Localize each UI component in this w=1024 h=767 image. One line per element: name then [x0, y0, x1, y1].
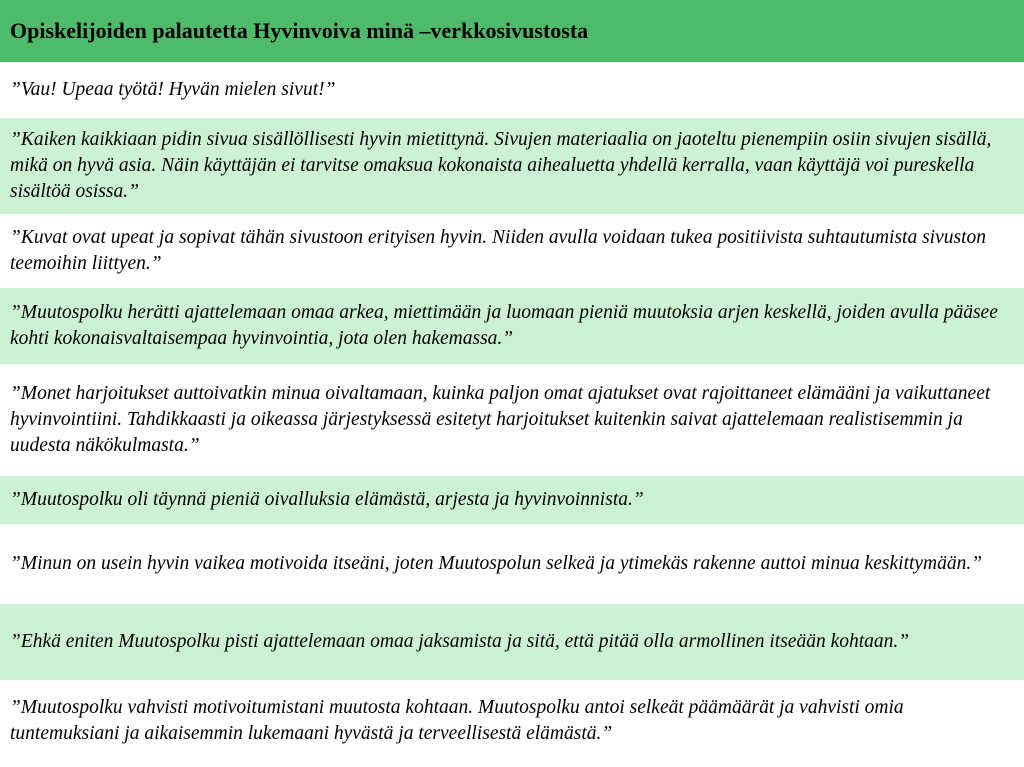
page-title: Opiskelijoiden palautetta Hyvinvoiva minä –verkkosivustosta [10, 18, 589, 43]
feedback-row [0, 526, 1024, 604]
feedback-row [0, 118, 1024, 216]
feedback-rows [0, 64, 1024, 767]
feedback-row [0, 476, 1024, 526]
feedback-row [0, 216, 1024, 288]
feedback-row [0, 604, 1024, 682]
feedback-quote: ”Ehkä eniten Muutospolku pisti ajattelemaan omaa jaksamista ja sitä, että pitää olla armollinen itseään kohtaan.” [10, 631, 910, 652]
feedback-quote: ”Muutospolku oli täynnä pieniä oivalluksia elämästä, arjesta ja hyvinvoinnista.” [10, 489, 644, 510]
feedback-quote: ”Vau! Upeaa työtä! Hyvän mielen sivut!” [10, 79, 336, 100]
feedback-row [0, 682, 1024, 759]
feedback-row [0, 288, 1024, 366]
feedback-quote: ”Kuvat ovat upeat ja sopivat tähän sivustoon erityisen hyvin. Niiden avulla voidaan tukea positiivista suhtautumista sivuston teemoihin liittyen.” [10, 227, 986, 274]
feedback-quote: ”Muutospolku vahvisti motivoitumistani muutosta kohtaan. Muutospolku antoi selkeät päämäärät ja vahvisti omia tuntemuksiani ja aikaisemmin lukemaani hyvästä ja terveellisestä elämästä.” [10, 696, 904, 744]
feedback-quote: ”Kaiken kaikkiaan pidin sivua sisällöllisesti hyvin mietittynä. Sivujen materiaalia on jaoteltu pienempiin osiin sivujen sisällä, mikä on hyvä asia. Näin käyttäjän ei tarvitse omaksua kokonaista aihealuetta yhdellä kerralla, vaan käyttäjä voi pureskella sisältöä osissa.” [10, 129, 992, 202]
feedback-row [0, 64, 1024, 118]
feedback-quote: ”Minun on usein hyvin vaikea motivoida itseäni, joten Muutospolun selkeä ja ytimekäs rakenne auttoi minua keskittymään.” [10, 553, 983, 574]
table-header [0, 0, 1024, 64]
feedback-quote: ”Monet harjoitukset auttoivatkin minua oivaltamaan, kuinka paljon omat ajatukset ovat rajoittaneet elämääni ja vaikuttaneet hyvinvointiini. Tahdikkaasti ja oikeassa järjestyksessä esitetyt harjoitukset kuitenkin saivat ajattelemaan realistisemmin ja uudesta näkökulmasta.” [10, 383, 991, 456]
feedback-row [0, 366, 1024, 476]
feedback-quote: ”Muutospolku herätti ajattelemaan omaa arkea, miettimään ja luomaan pieniä muutoksia arjen keskellä, joiden avulla pääsee kohti kokonaisvaltaisempaa hyvinvointia, jota olen hakemassa.” [10, 302, 998, 349]
